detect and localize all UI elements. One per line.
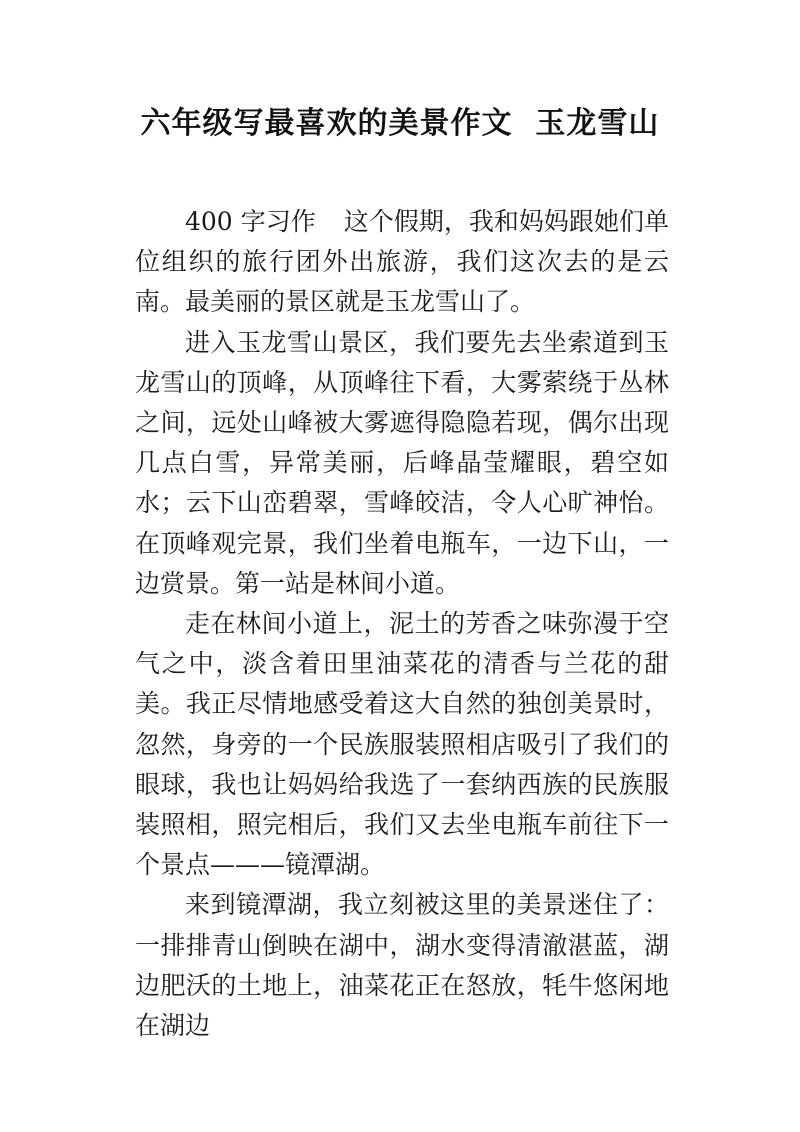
paragraph-3: 走在林间小道上，泥土的芳香之味弥漫于空气之中，淡含着田里油菜花的清香与兰花的甜美。我正尽情地感受着这大自然的独创美景时，忽然，身旁的一个民族服装照相店吸引了我们的眼球，我也让妈妈给我选了一套纳西族的民族服装照相，照完相后，我们又去坐电瓶车前往下一个景点———镜潭湖。 [135, 609, 669, 880]
paragraph-4: 来到镜潭湖，我立刻被这里的美景迷住了：一排排青山倒映在湖中，湖水变得清澈湛蓝，湖边肥沃的土地上，油菜花正在怒放，牦牛悠闲地在湖边 [135, 890, 669, 1041]
paragraph-1 [135, 202, 669, 323]
document-body [135, 202, 669, 1046]
paragraph-2: 进入玉龙雪山景区，我们要先去坐索道到玉龙雪山的顶峰，从顶峰往下看，大雾萦绕于丛林之间，远处山峰被大雾遮得隐隐若现，偶尔出现几点白雪，异常美丽，后峰晶莹耀眼，碧空如水；云下山峦碧翠，雪峰皎洁，令人心旷神怡。在顶峰观完景，我们坐着电瓶车，一边下山，一边赏景。第一站是林间小道。 [135, 327, 669, 598]
document-title: 六年级写最喜欢的美景作文 玉龙雪山 [140, 106, 660, 141]
paragraph-1-text: 这个假期，我和妈妈跟她们单位组织的旅行团外出旅游，我们这次去的是云南。最美丽的景区就是玉龙雪山了。 [135, 207, 669, 317]
intro-label: 400 字习作 [185, 207, 316, 236]
